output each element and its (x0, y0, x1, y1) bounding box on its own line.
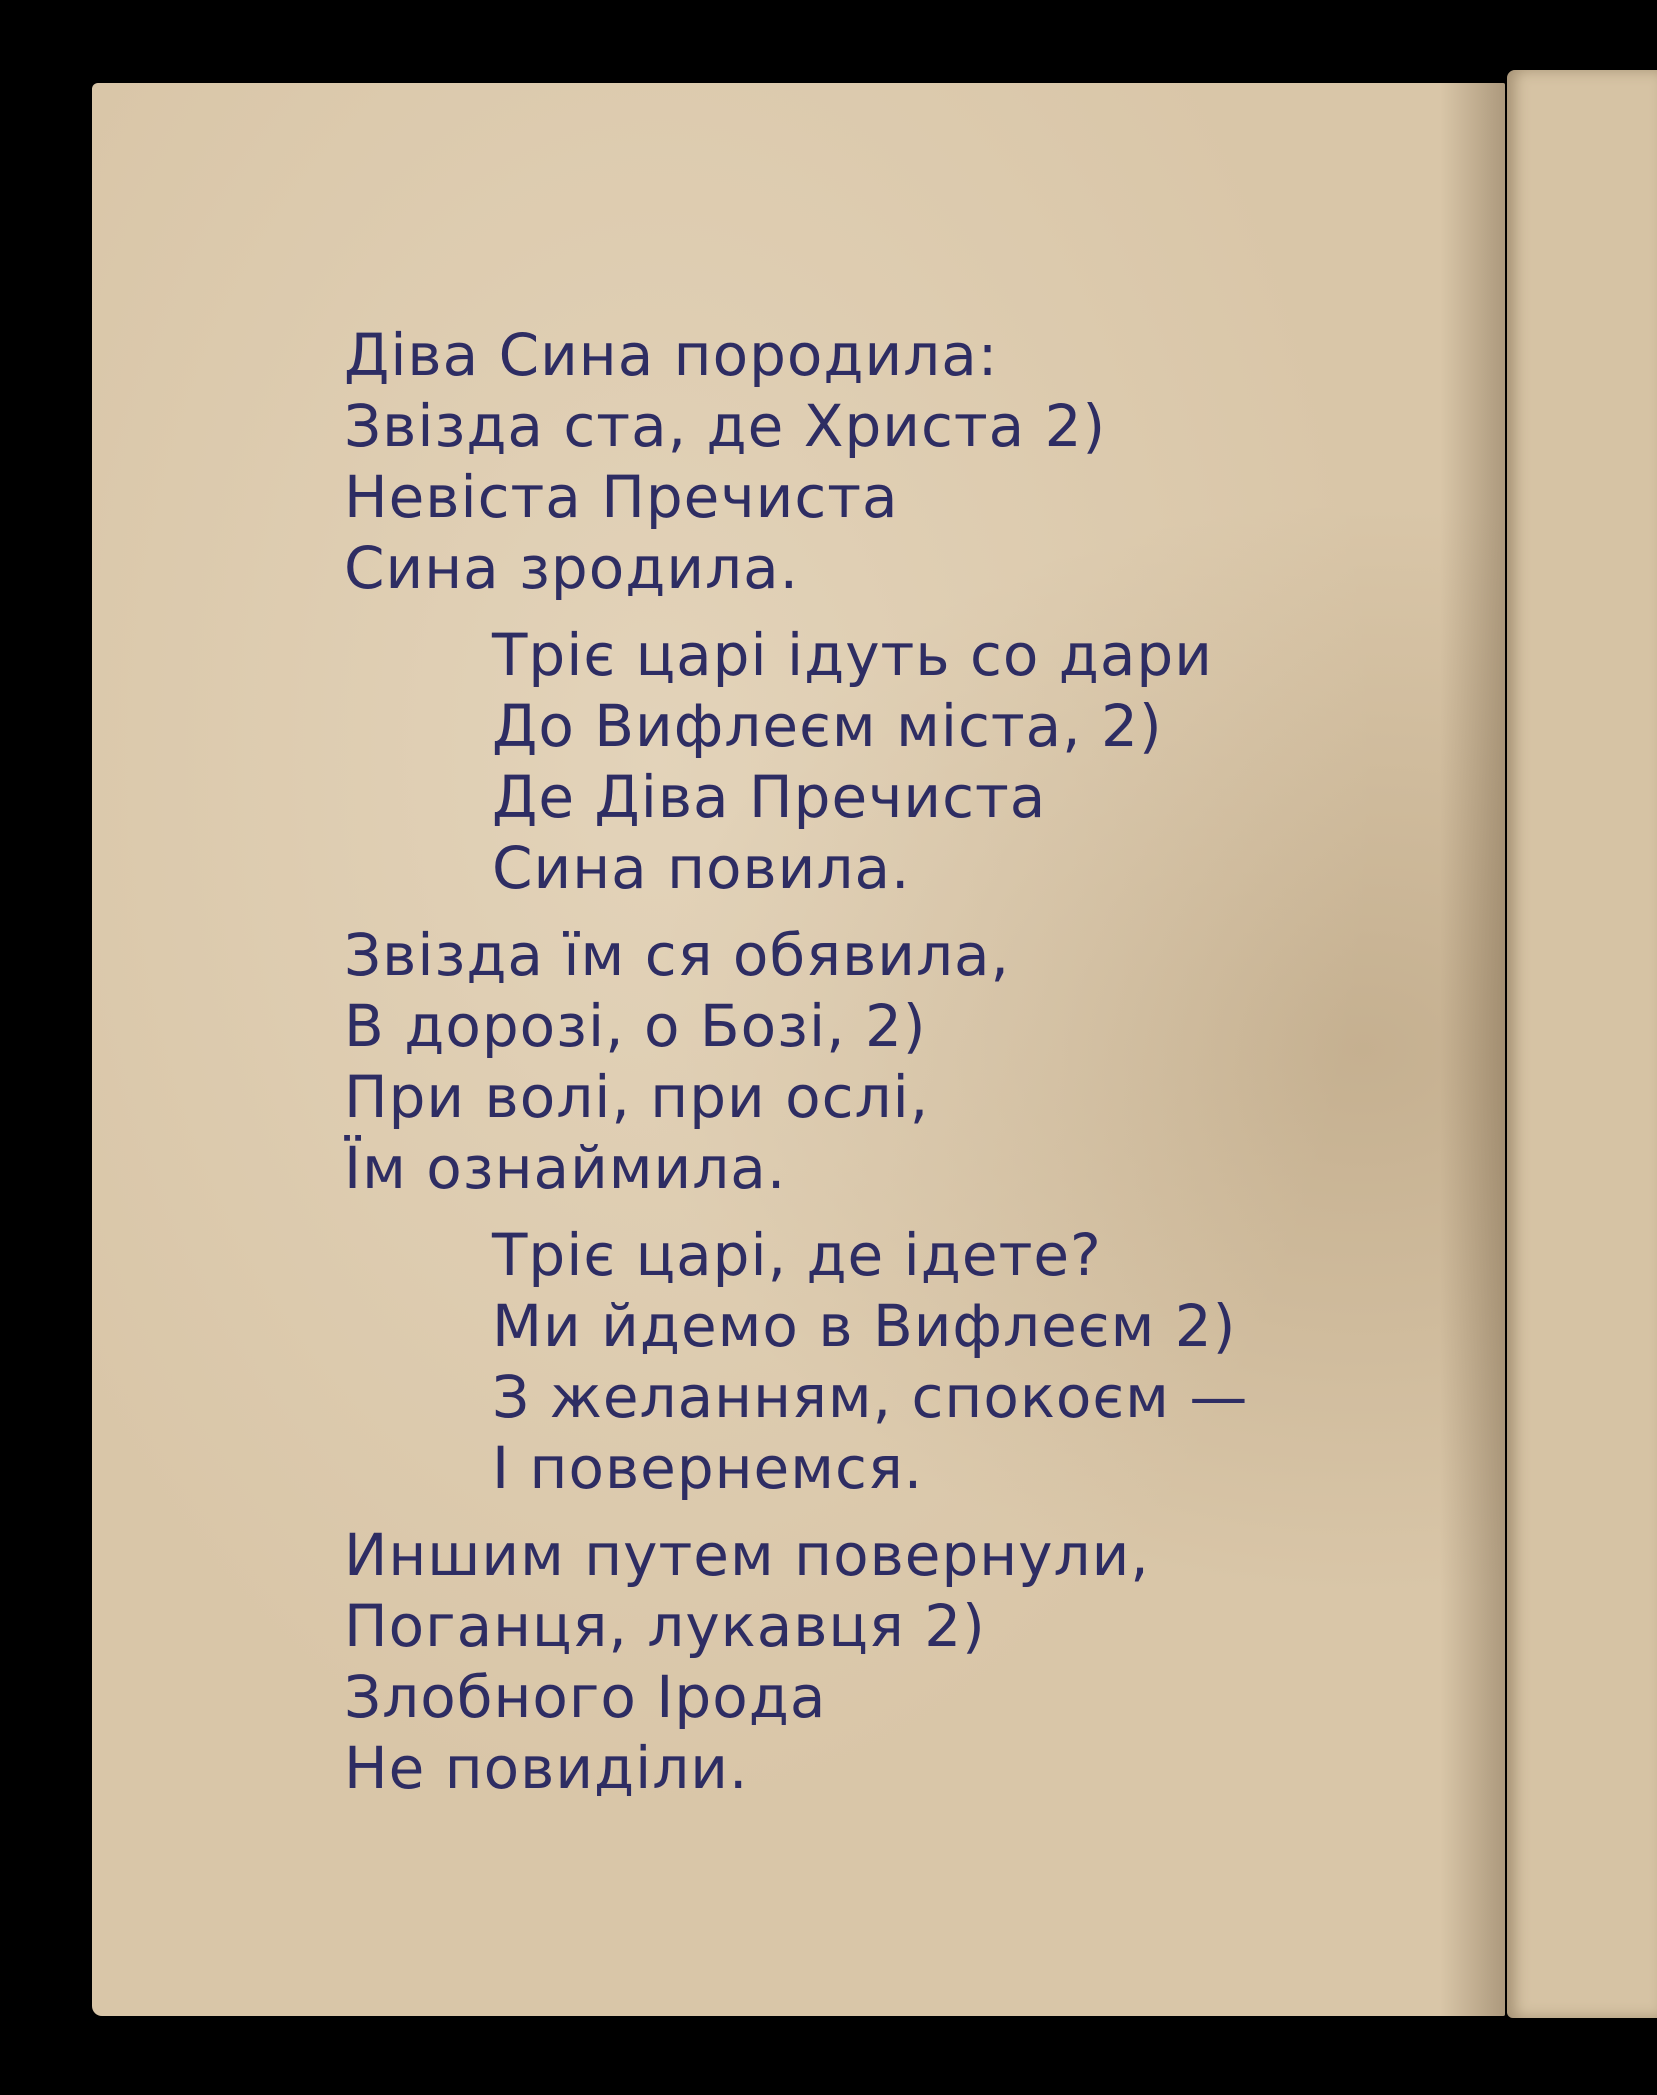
poem-line: Сина зродила. (344, 534, 800, 602)
stanza-2 (492, 620, 1344, 904)
poem-line: Ми йдемо в Вифлеєм 2) (492, 1292, 1237, 1360)
poem-text (344, 320, 1344, 1804)
poem-line: При волі, при ослі, (344, 1063, 930, 1131)
poem-line: Звізда їм ся обявила, (344, 921, 1010, 989)
poem-line: В дорозі, о Бозі, 2) (344, 992, 927, 1060)
page-gutter (1440, 83, 1505, 2016)
poem-line: Сина повила. (492, 834, 911, 902)
stanza-4 (492, 1220, 1344, 1504)
poem-line: Поганця, лукавця 2) (344, 1592, 986, 1660)
poem-line: До Вифлеєм міста, 2) (492, 692, 1163, 760)
poem-line: Тріє царі ідуть со дари (492, 621, 1213, 689)
poem-line: Злобного Ірода (344, 1663, 827, 1731)
poem-line: Иншим путем повернули, (344, 1521, 1150, 1589)
poem-line: І повернемся. (492, 1434, 924, 1502)
stanza-1 (344, 320, 1344, 604)
poem-line: Де Діва Пречиста (492, 763, 1047, 831)
book-page-right (1507, 70, 1657, 2018)
poem-line: Діва Сина породила: (344, 321, 999, 389)
poem-line: Тріє царі, де ідете? (492, 1221, 1102, 1289)
stanza-3 (344, 920, 1344, 1204)
stanza-5 (344, 1520, 1344, 1804)
poem-line: Звізда ста, де Христа 2) (344, 392, 1107, 460)
poem-line: Їм ознаймила. (344, 1134, 787, 1202)
poem-line: Невіста Пречиста (344, 463, 899, 531)
poem-line: З желанням, спокоєм — (492, 1363, 1249, 1431)
poem-line: Не повиділи. (344, 1734, 749, 1802)
